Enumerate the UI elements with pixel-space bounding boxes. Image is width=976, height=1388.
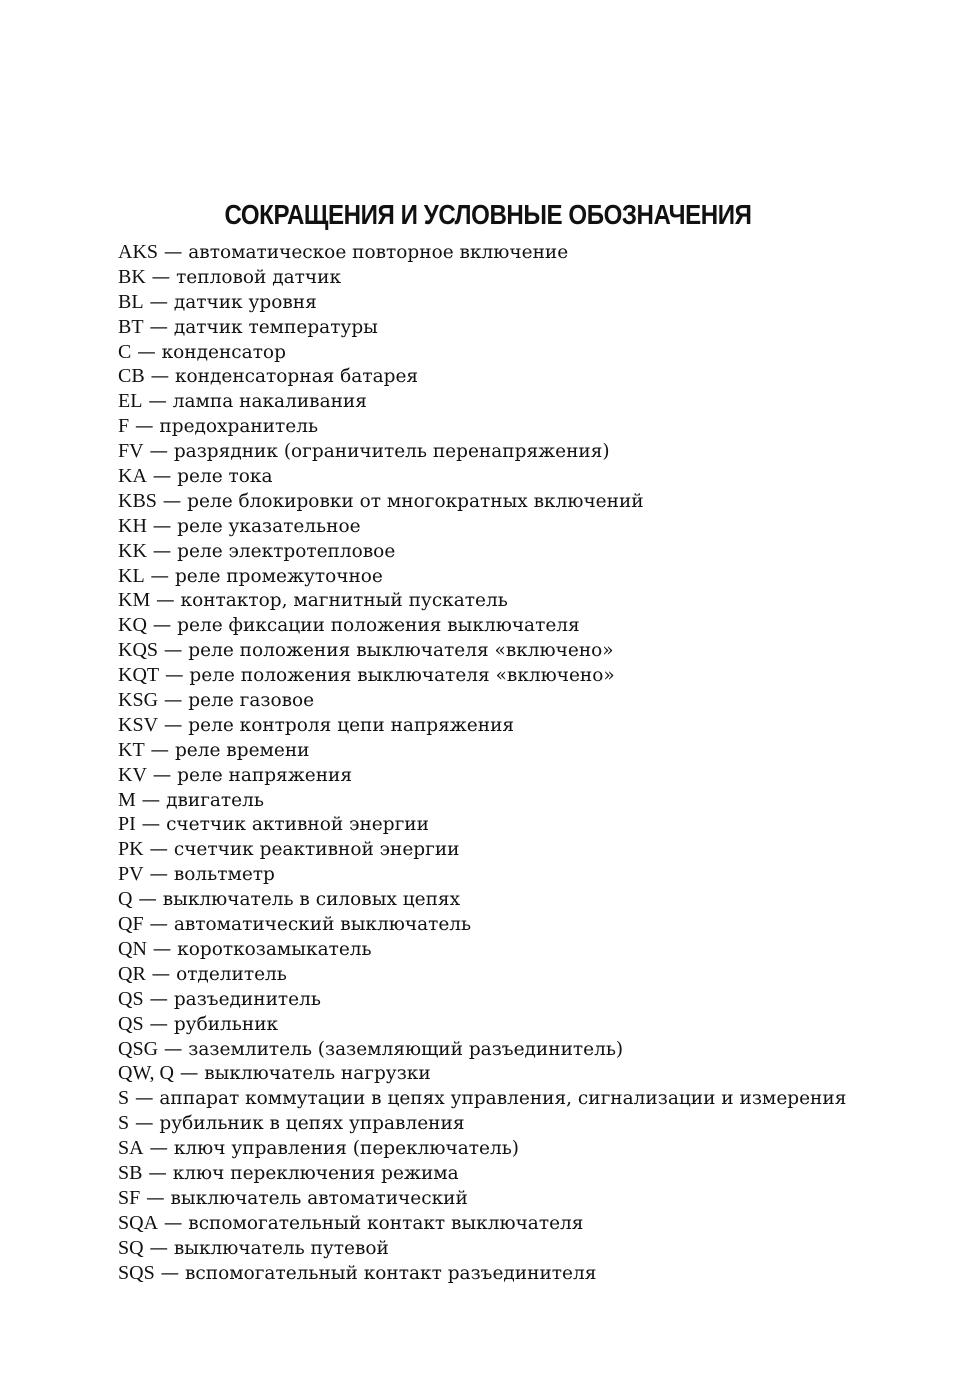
abbreviation-code: KQS bbox=[118, 639, 159, 662]
abbreviation-entry bbox=[118, 265, 846, 290]
abbreviation-entry bbox=[118, 1186, 846, 1211]
abbreviation-entry bbox=[118, 1111, 846, 1136]
abbreviation-separator: — bbox=[146, 466, 178, 488]
abbreviation-entry bbox=[118, 962, 846, 987]
abbreviation-code: BL bbox=[118, 290, 144, 313]
abbreviation-separator: — bbox=[156, 490, 188, 512]
abbreviation-code: M bbox=[118, 788, 136, 811]
abbreviation-separator: — bbox=[129, 1088, 160, 1110]
abbreviation-separator: — bbox=[143, 1237, 174, 1259]
abbreviation-separator: — bbox=[131, 341, 162, 363]
abbreviation-separator: — bbox=[158, 714, 189, 736]
abbreviation-separator: — bbox=[146, 764, 178, 786]
abbreviation-entry bbox=[118, 389, 846, 414]
abbreviation-entry bbox=[118, 613, 846, 638]
page-title: СОКРАЩЕНИЯ И УСЛОВНЫЕ ОБОЗНАЧЕНИЯ bbox=[224, 198, 752, 230]
abbreviation-separator: — bbox=[144, 366, 175, 388]
abbreviation-separator: — bbox=[146, 615, 178, 637]
abbreviation-entry bbox=[118, 489, 846, 514]
abbreviation-definition: реле указательное bbox=[177, 515, 361, 537]
abbreviation-definition: выключатель автоматический bbox=[170, 1187, 468, 1209]
abbreviation-entry bbox=[118, 1086, 846, 1111]
abbreviation-separator: — bbox=[158, 1212, 189, 1234]
abbreviation-code: KSG bbox=[118, 689, 159, 712]
abbreviation-code: KA bbox=[118, 465, 147, 488]
abbreviation-separator: — bbox=[135, 789, 167, 811]
abbreviation-definition: реле положения выключателя «включено» bbox=[188, 640, 614, 662]
abbreviation-definition: рубильник в цепях управления bbox=[159, 1113, 465, 1135]
abbreviation-entry bbox=[118, 763, 846, 788]
abbreviation-entry bbox=[118, 1161, 846, 1186]
abbreviation-code: QN bbox=[118, 937, 147, 960]
abbreviation-definition: двигатель bbox=[166, 789, 264, 811]
abbreviation-entry bbox=[118, 937, 846, 962]
abbreviation-entry bbox=[118, 912, 846, 937]
abbreviation-separator: — bbox=[145, 963, 177, 985]
abbreviation-definition: вспомогательный контакт разъединителя bbox=[184, 1262, 597, 1284]
abbreviation-separator: — bbox=[173, 1063, 205, 1085]
abbreviation-entry bbox=[118, 588, 846, 613]
abbreviation-definition: ключ переключения режима bbox=[172, 1162, 459, 1184]
abbreviation-entry bbox=[118, 1211, 846, 1236]
abbreviation-entry bbox=[118, 1261, 846, 1286]
abbreviation-separator: — bbox=[142, 391, 173, 413]
abbreviation-definition: выключатель нагрузки bbox=[204, 1063, 431, 1085]
abbreviation-definition: аппарат коммутации в цепях управления, сигнализации и измерения bbox=[159, 1088, 847, 1110]
abbreviation-definition: счетчик реактивной энергии bbox=[173, 839, 460, 861]
abbreviation-entry bbox=[118, 564, 846, 589]
abbreviation-entry bbox=[118, 364, 846, 389]
abbreviation-code: QS bbox=[118, 1012, 144, 1035]
abbreviation-separator: — bbox=[129, 416, 160, 438]
abbreviation-entry bbox=[118, 464, 846, 489]
abbreviation-code: FV bbox=[118, 440, 144, 463]
abbreviation-definition: автоматическое повторное включение bbox=[188, 242, 569, 263]
abbreviation-separator: — bbox=[143, 839, 174, 861]
abbreviation-code: S bbox=[118, 1112, 130, 1135]
abbreviation-entry bbox=[118, 862, 846, 887]
abbreviation-separator: — bbox=[135, 814, 167, 836]
abbreviation-definition: тепловой датчик bbox=[176, 266, 342, 288]
abbreviation-definition: реле тока bbox=[177, 466, 273, 488]
abbreviation-code: KH bbox=[118, 514, 147, 537]
abbreviation-separator: — bbox=[143, 914, 174, 936]
abbreviation-definition: ключ управления (переключатель) bbox=[173, 1138, 519, 1160]
abbreviation-code: SQA bbox=[118, 1211, 159, 1234]
abbreviation-entry bbox=[118, 414, 846, 439]
abbreviation-definition: реле времени bbox=[174, 739, 310, 761]
abbreviation-code: AKS bbox=[118, 241, 159, 263]
abbreviation-code: KQ bbox=[118, 614, 147, 637]
abbreviation-entry bbox=[118, 837, 846, 862]
abbreviation-code: SB bbox=[118, 1161, 143, 1184]
abbreviation-definition: заземлитель (заземляющий разъединитель) bbox=[188, 1038, 624, 1060]
abbreviation-code: KBS bbox=[118, 489, 157, 512]
abbreviation-definition: конденсатор bbox=[161, 341, 286, 363]
abbreviation-separator: — bbox=[143, 1013, 174, 1035]
abbreviation-entry bbox=[118, 1136, 846, 1161]
abbreviation-separator: — bbox=[158, 242, 189, 263]
abbreviation-definition: вспомогательный контакт выключателя bbox=[188, 1212, 584, 1234]
abbreviation-separator: — bbox=[146, 540, 178, 562]
abbreviation-code: KV bbox=[118, 763, 147, 786]
abbreviation-separator: — bbox=[158, 640, 189, 662]
abbreviation-separator: — bbox=[132, 889, 163, 911]
abbreviation-separator: — bbox=[143, 291, 174, 313]
abbreviation-definition: реле фиксации положения выключателя bbox=[177, 615, 580, 637]
abbreviation-code: SQS bbox=[118, 1261, 155, 1284]
abbreviation-code: SQ bbox=[118, 1236, 144, 1259]
abbreviation-list bbox=[118, 240, 846, 1285]
abbreviation-code: QF bbox=[118, 913, 144, 936]
abbreviation-entry bbox=[118, 539, 846, 564]
abbreviation-definition: счетчик активной энергии bbox=[166, 814, 429, 836]
abbreviation-entry bbox=[118, 713, 846, 738]
abbreviation-definition: разрядник (ограничитель перенапряжения) bbox=[173, 441, 610, 463]
abbreviation-entry bbox=[118, 812, 846, 837]
abbreviation-definition: отделитель bbox=[176, 963, 287, 985]
abbreviation-code: PI bbox=[118, 813, 136, 836]
abbreviation-separator: — bbox=[158, 690, 189, 712]
abbreviation-code: Q bbox=[118, 888, 133, 911]
abbreviation-definition: датчик температуры bbox=[173, 316, 378, 338]
abbreviation-code: PV bbox=[118, 863, 144, 886]
abbreviation-entry bbox=[118, 290, 846, 315]
abbreviation-code: EL bbox=[118, 390, 143, 413]
abbreviation-code: QSG bbox=[118, 1037, 159, 1060]
abbreviation-code: KM bbox=[118, 589, 151, 612]
abbreviation-entry bbox=[118, 340, 846, 365]
abbreviation-code: PK bbox=[118, 838, 144, 861]
abbreviation-definition: разъединитель bbox=[173, 988, 321, 1010]
abbreviation-definition: рубильник bbox=[173, 1013, 279, 1035]
abbreviation-entry bbox=[118, 439, 846, 464]
abbreviation-separator: — bbox=[144, 739, 175, 761]
abbreviation-code: QW, Q bbox=[118, 1062, 174, 1085]
abbreviation-entry bbox=[118, 1061, 846, 1086]
abbreviation-definition: реле контроля цепи напряжения bbox=[188, 714, 515, 736]
abbreviation-separator: — bbox=[143, 988, 174, 1010]
abbreviation-definition: реле напряжения bbox=[177, 764, 353, 786]
abbreviation-entry bbox=[118, 688, 846, 713]
abbreviation-code: BT bbox=[118, 315, 144, 338]
abbreviation-definition: контактор, магнитный пускатель bbox=[180, 590, 508, 612]
abbreviation-entry bbox=[118, 987, 846, 1012]
abbreviation-definition: датчик уровня bbox=[173, 291, 317, 313]
abbreviation-code: QS bbox=[118, 987, 144, 1010]
abbreviation-separator: — bbox=[140, 1187, 171, 1209]
abbreviation-separator: — bbox=[142, 1162, 173, 1184]
abbreviation-entry bbox=[118, 1012, 846, 1037]
abbreviation-code: C bbox=[118, 340, 132, 363]
abbreviation-entry bbox=[118, 788, 846, 813]
abbreviation-definition: короткозамыкатель bbox=[177, 938, 372, 960]
abbreviation-code: QR bbox=[118, 962, 146, 985]
abbreviation-code: CB bbox=[118, 365, 145, 388]
abbreviation-code: KT bbox=[118, 738, 145, 761]
abbreviation-entry bbox=[118, 738, 846, 763]
abbreviation-definition: реле промежуточное bbox=[174, 565, 383, 587]
abbreviation-code: KQT bbox=[118, 664, 160, 687]
abbreviation-entry bbox=[118, 240, 846, 265]
abbreviation-definition: реле газовое bbox=[188, 690, 315, 712]
abbreviation-separator: — bbox=[146, 515, 178, 537]
abbreviation-separator: — bbox=[143, 316, 174, 338]
abbreviation-separator: — bbox=[143, 864, 174, 886]
abbreviation-code: KK bbox=[118, 539, 147, 562]
abbreviation-separator: — bbox=[159, 665, 190, 687]
abbreviation-code: F bbox=[118, 415, 130, 438]
abbreviation-definition: автоматический выключатель bbox=[173, 914, 472, 936]
abbreviation-definition: лампа накаливания bbox=[172, 391, 367, 413]
abbreviation-entry bbox=[118, 315, 846, 340]
abbreviation-entry bbox=[118, 638, 846, 663]
abbreviation-entry bbox=[118, 663, 846, 688]
abbreviation-code: S bbox=[118, 1087, 130, 1110]
abbreviation-separator: — bbox=[143, 441, 174, 463]
abbreviation-separator: — bbox=[129, 1113, 160, 1135]
abbreviation-separator: — bbox=[143, 1138, 174, 1160]
abbreviation-code: KSV bbox=[118, 713, 159, 736]
abbreviation-code: KL bbox=[118, 564, 145, 587]
abbreviation-separator: — bbox=[146, 938, 178, 960]
abbreviation-definition: реле электротепловое bbox=[177, 540, 396, 562]
abbreviation-separator: — bbox=[145, 266, 177, 288]
abbreviation-definition: реле блокировки от многократных включений bbox=[187, 490, 644, 512]
abbreviation-entry bbox=[118, 887, 846, 912]
abbreviation-definition: предохранитель bbox=[159, 416, 319, 438]
abbreviation-separator: — bbox=[154, 1262, 185, 1284]
abbreviation-entry bbox=[118, 1037, 846, 1062]
abbreviation-entry bbox=[118, 514, 846, 539]
abbreviation-separator: — bbox=[144, 565, 175, 587]
abbreviation-definition: выключатель путевой bbox=[173, 1237, 389, 1259]
abbreviation-code: SA bbox=[118, 1137, 144, 1160]
abbreviation-definition: реле положения выключателя «включено» bbox=[189, 665, 615, 687]
abbreviation-separator: — bbox=[158, 1038, 189, 1060]
abbreviation-code: SF bbox=[118, 1186, 141, 1209]
abbreviation-definition: конденсаторная батарея bbox=[174, 366, 419, 388]
abbreviation-separator: — bbox=[150, 590, 181, 612]
abbreviation-definition: вольтметр bbox=[173, 864, 275, 886]
abbreviation-code: BK bbox=[118, 265, 146, 288]
abbreviation-definition: выключатель в силовых цепях bbox=[162, 889, 461, 911]
abbreviation-entry bbox=[118, 1236, 846, 1261]
